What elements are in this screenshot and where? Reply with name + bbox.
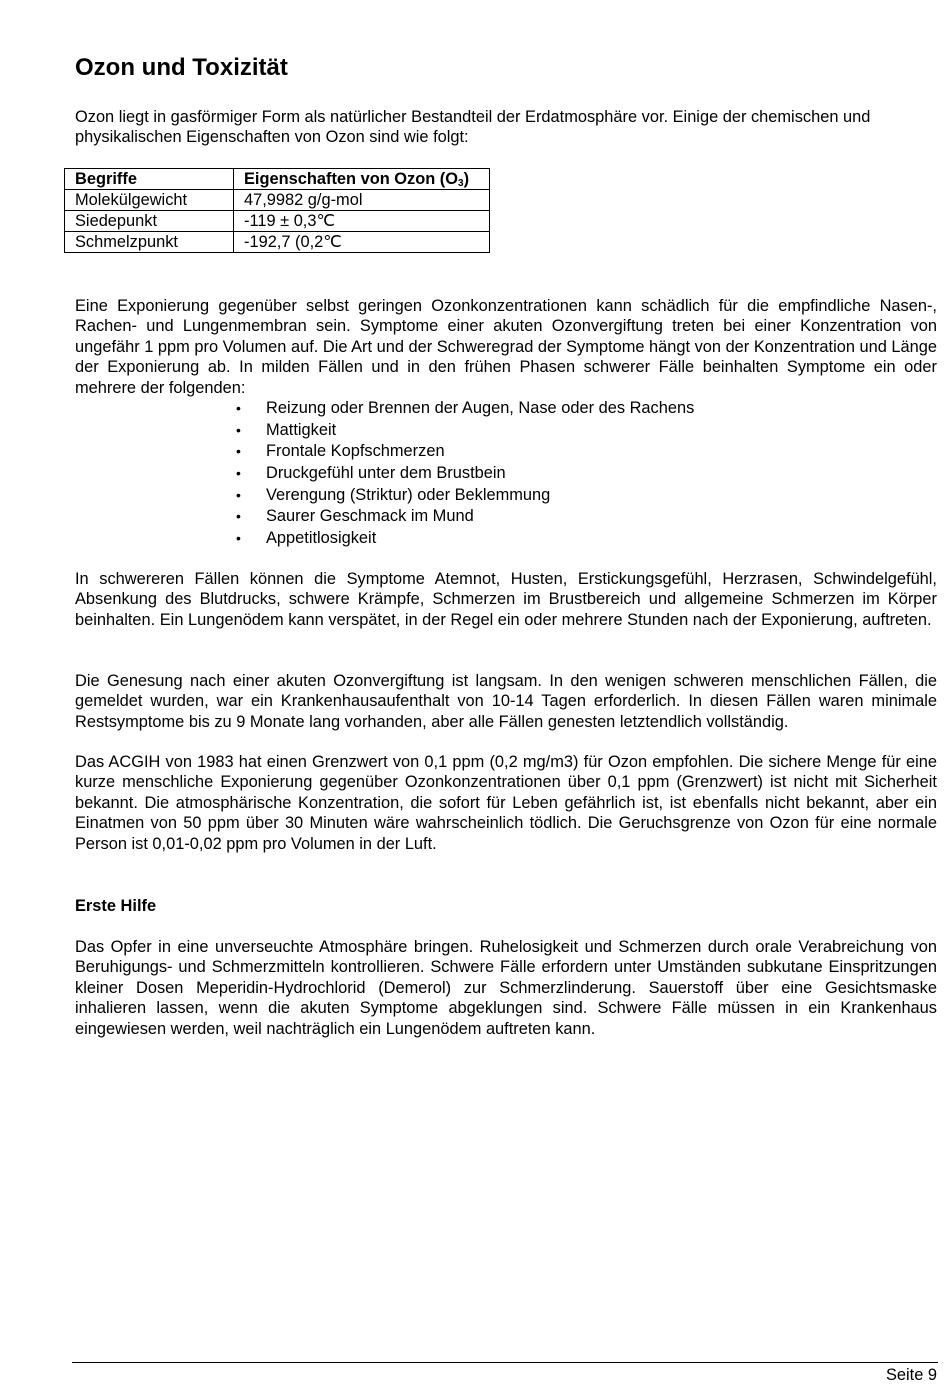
list-item	[236, 463, 866, 485]
table-row	[65, 211, 490, 232]
footer-divider	[72, 1362, 938, 1363]
table-cell-term: Siedepunkt	[65, 211, 234, 232]
intro-paragraph: Ozon liegt in gasförmiger Form als natürlicher Bestandteil der Erdatmosphäre vor. Einige der chemischen und physikalischen Eigenschaften von Ozon sind wie folgt:	[75, 108, 871, 147]
table-cell-value: -119 ± 0,3℃	[234, 211, 490, 232]
first-aid-heading: Erste Hilfe	[75, 897, 157, 915]
table-header-properties-text: Eigenschaften von Ozon (O	[244, 170, 459, 188]
exposure-limit-paragraph: Das ACGIH von 1983 hat einen Grenzwert von 0,1 ppm (0,2 mg/m3) für Ozon empfohlen. Die sichere Menge für eine kurze menschliche Exponierung gegenüber Ozonkonzentrationen über 0,1 ppm (Grenzwert) ist nicht mit Sicherheit bekannt. Die atmosphärische Konzentration, die sofort für Leben gefährlich ist, ist ebenfalls nicht bekannt, aber ein Einatmen von 50 ppm über 30 Minuten wäre wahrscheinlich tödlich. Die Geruchsgrenze von Ozon für eine normale Person ist 0,01-0,02 ppm pro Volumen in der Luft.	[75, 753, 937, 853]
bullet-icon: •	[236, 486, 241, 503]
list-item	[236, 441, 866, 463]
list-item-text: Frontale Kopfschmerzen	[266, 442, 445, 461]
table-cell-term: Molekülgewicht	[65, 190, 234, 211]
list-item	[236, 506, 866, 528]
table-row	[65, 232, 490, 253]
bullet-icon: •	[236, 465, 241, 482]
ozone-subscript: 3	[458, 178, 464, 189]
table-cell-value: -192,7 (0,2℃	[234, 232, 490, 253]
ozone-properties-table	[64, 168, 490, 253]
list-item-text: Mattigkeit	[266, 420, 337, 439]
table-row	[65, 190, 490, 211]
list-item-text: Saurer Geschmack im Mund	[266, 507, 474, 526]
table-header-row	[65, 169, 490, 190]
list-item	[236, 420, 866, 442]
bullet-icon: •	[236, 508, 241, 525]
table-header-properties-close: )	[463, 170, 470, 188]
bullet-icon: •	[236, 400, 241, 416]
list-item	[236, 485, 866, 507]
recovery-paragraph: Die Genesung nach einer akuten Ozonvergiftung ist langsam. In den wenigen schweren menschlichen Fällen, die gemeldet wurden, war ein Krankenhausaufenthalt von 10-14 Tagen erforderlich. In diesen Fällen waren minimale Restsymptome bis zu 9 Monate lang vorhanden, aber alle Fällen genesten letztendlich vollständig.	[75, 672, 937, 731]
table-cell-value: 47,9982 g/g-mol	[234, 190, 490, 211]
bullet-icon: •	[236, 421, 241, 438]
table-header-properties	[234, 169, 490, 190]
severe-cases-paragraph: In schwereren Fällen können die Symptome Atemnot, Husten, Erstickungsgefühl, Herzrasen, Schwindelgefühl, Absenkung des Blutdrucks, schwere Krämpfe, Schmerzen im Brustbereich und allgemeine Schmerzen im Körper beinhalten. Ein Lungenödem kann verspätet, in der Regel ein oder mehrere Stunden nach der Exponierung, auftreten.	[75, 570, 937, 629]
table-cell-term: Schmelzpunkt	[65, 232, 234, 253]
list-item	[236, 398, 866, 420]
table-header-terms: Begriffe	[65, 169, 234, 190]
bullet-icon: •	[236, 443, 241, 460]
list-item	[236, 528, 866, 550]
bullet-icon: •	[236, 530, 241, 547]
first-aid-paragraph: Das Opfer in eine unverseuchte Atmosphäre bringen. Ruhelosigkeit und Schmerzen durch orale Verabreichung von Beruhigungs- und Schmerzmitteln kontrollieren. Schwere Fälle erfordern unter Umständen subkutane Einspritzungen kleiner Dosen Meperidin-Hydrochlorid (Demerol) zur Schmerzlinderung. Sauerstoff über eine Gesichtsmaske inhalieren lassen, wenn die akuten Symptome abgeklungen sind. Schwere Fälle müssen in ein Krankenhaus eingewiesen werden, weil nachträglich ein Lungenödem auftreten kann.	[75, 938, 937, 1038]
symptoms-list	[236, 398, 866, 550]
symptoms-intro-paragraph: Eine Exponierung gegenüber selbst geringen Ozonkonzentrationen kann schädlich für die empfindliche Nasen-, Rachen- und Lungenmembran sein. Symptome einer akuten Ozonvergiftung treten bei einer Konzentration von ungefähr 1 ppm pro Volumen auf. Die Art und der Schweregrad der Symptome hängt von der Konzentration und Länge der Exponierung ab. In milden Fällen und in den frühen Phasen schwerer Fälle beinhalten Symptome ein oder mehrere der folgenden:	[75, 297, 937, 397]
page-number: Seite 9	[885, 1366, 937, 1384]
page-title: Ozon und Toxizität	[75, 54, 288, 81]
list-item-text: Verengung (Striktur) oder Beklemmung	[266, 485, 551, 504]
list-item-text: Druckgefühl unter dem Brustbein	[266, 464, 506, 483]
list-item-text: Appetitlosigkeit	[266, 529, 377, 548]
list-item-text: Reizung oder Brennen der Augen, Nase oder des Rachens	[266, 399, 695, 417]
